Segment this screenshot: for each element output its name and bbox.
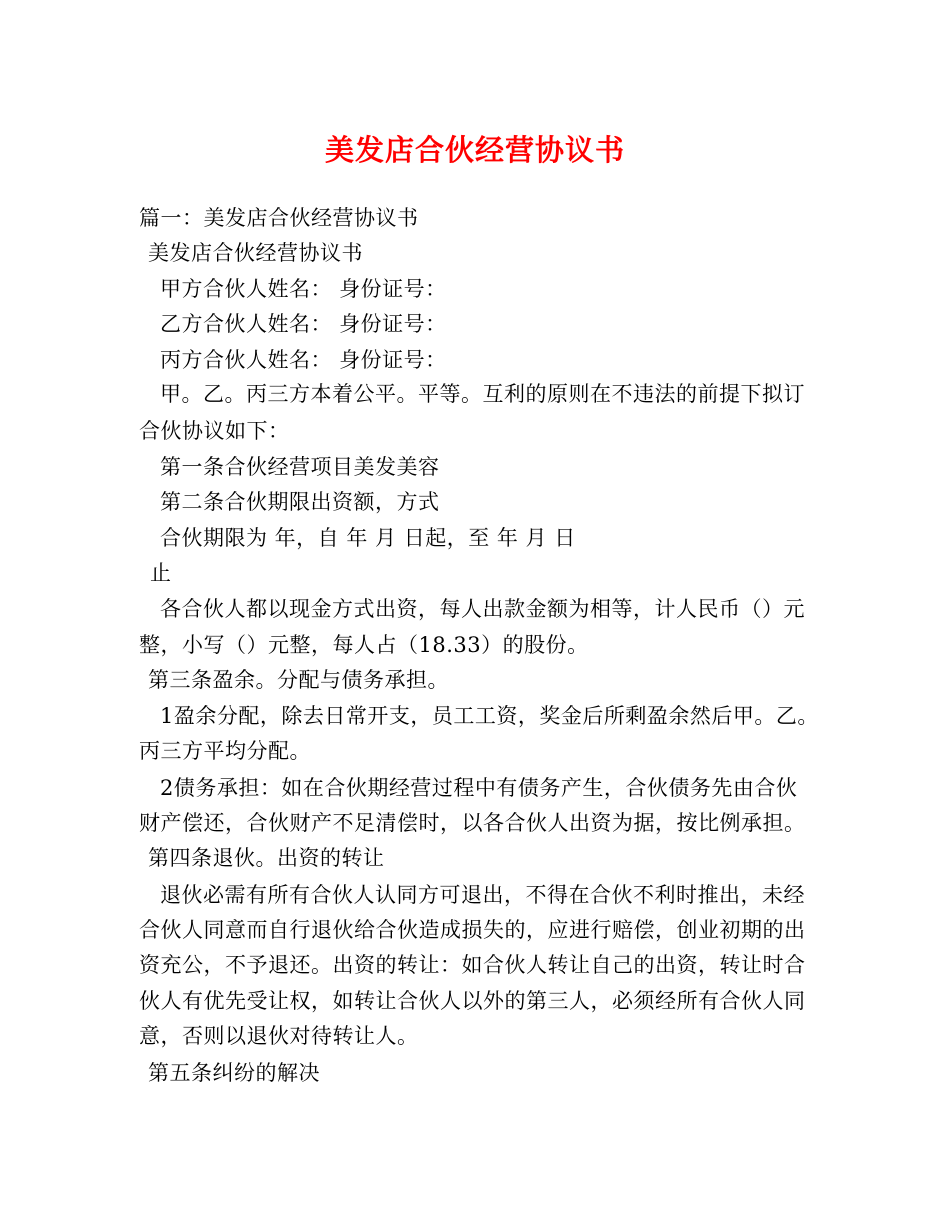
document-line: 美发店合伙经营协议书 bbox=[148, 241, 363, 265]
document-line: 第四条退伙。出资的转让 bbox=[148, 846, 385, 870]
document-line: 退伙必需有所有合伙人认同方可退出，不得在合伙不利时推出，未经 bbox=[160, 883, 805, 907]
document-line: 篇一：美发店合伙经营协议书 bbox=[139, 206, 419, 230]
document-line: 伙人有优先受让权，如转让合伙人以外的第三人，必须经所有合伙人同 bbox=[139, 989, 806, 1013]
document-line: 第一条合伙经营项目美发美容 bbox=[160, 455, 440, 479]
document-line: 合伙期限为 年，自 年 月 日起，至 年 月 日 bbox=[160, 526, 576, 550]
document-line: 财产偿还，合伙财产不足清偿时，以各合伙人出资为据，按比例承担。 bbox=[139, 811, 806, 835]
document-line: 各合伙人都以现金方式出资，每人出款金额为相等，计人民币（）元 bbox=[160, 597, 805, 621]
document-line: 乙方合伙人姓名： 身份证号： bbox=[160, 312, 447, 336]
document-line: 第三条盈余。分配与债务承担。 bbox=[148, 668, 449, 692]
document-line: 合伙协议如下： bbox=[139, 419, 290, 443]
document-line: 第二条合伙期限出资额，方式 bbox=[160, 490, 440, 514]
document-line: 第五条纠纷的解决 bbox=[148, 1061, 320, 1085]
document-line: 2债务承担：如在合伙期经营过程中有债务产生，合伙债务先由合伙 bbox=[160, 776, 798, 800]
document-title: 美发店合伙经营协议书 bbox=[324, 133, 625, 167]
document-line: 合伙人同意而自行退伙给合伙造成损失的，应进行赔偿，创业初期的出 bbox=[139, 918, 806, 942]
document-line: 整，小写（）元整，每人占（18.33）的股份。 bbox=[139, 633, 589, 657]
document-line: 1盈余分配，除去日常开支，员工工资，奖金后所剩盈余然后甲。乙。 bbox=[160, 704, 819, 728]
document-line: 资充公，不予退还。出资的转让：如合伙人转让自己的出资，转让时合 bbox=[139, 953, 806, 977]
document-line: 丙三方平均分配。 bbox=[139, 739, 311, 763]
document-line: 丙方合伙人姓名： 身份证号： bbox=[160, 348, 447, 372]
document-line: 甲。乙。丙三方本着公平。平等。互利的原则在不违法的前提下拟订 bbox=[160, 382, 805, 406]
document-line: 甲方合伙人姓名： 身份证号： bbox=[160, 277, 447, 301]
document-line: 意，否则以退伙对待转让人。 bbox=[139, 1024, 419, 1048]
document-line: 止 bbox=[150, 561, 172, 585]
